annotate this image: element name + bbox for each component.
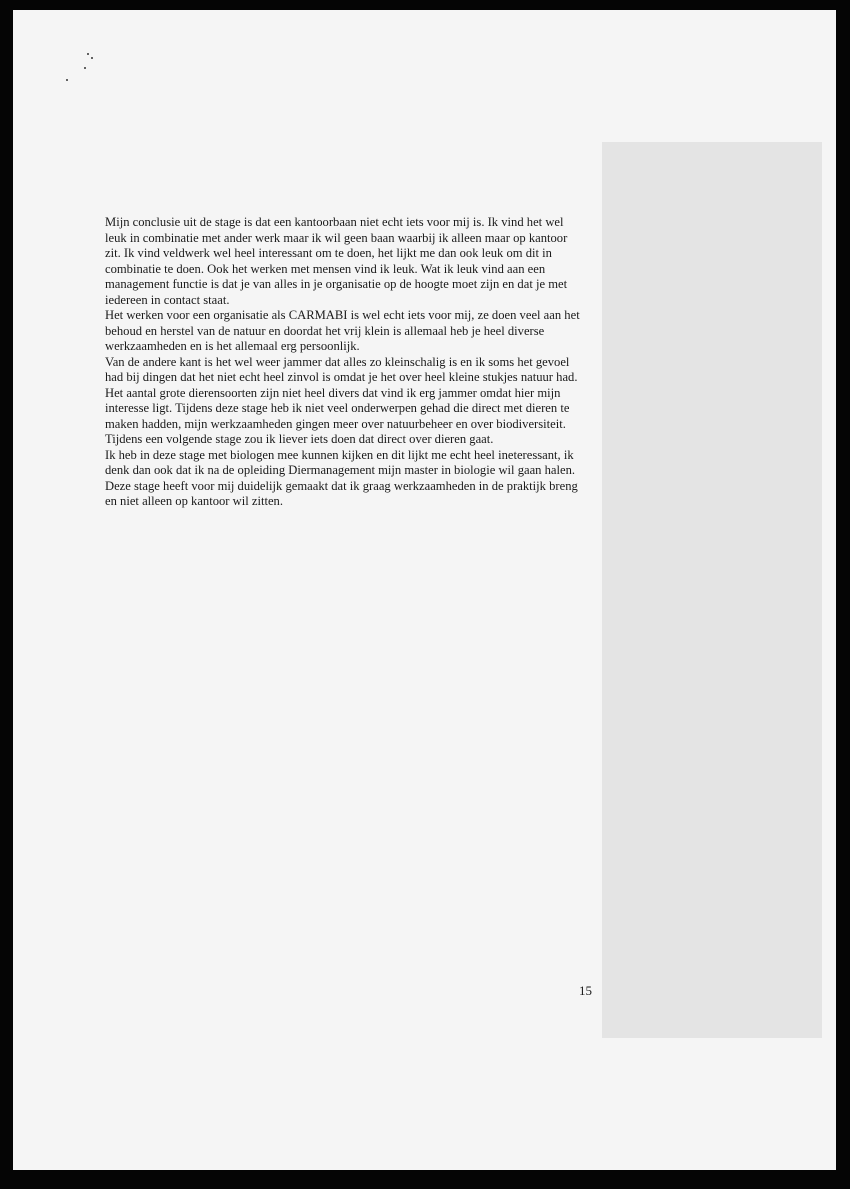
paragraph-future: Ik heb in deze stage met biologen mee kunnen kijken en dit lijkt me echt heel ineteressant, ik denk dan ook dat ik na de opleiding Diermanagement mijn master in biologie wil gaan halen. Deze stage heeft voor mij duidelijk gemaakt dat ik graag werkzaamheden in de praktijk breng en niet alleen op kantoor wil zitten.	[105, 447, 578, 508]
paragraph-conclusion: Mijn conclusie uit de stage is dat een kantoorbaan niet echt iets voor mij is. Ik vind het wel leuk in combinatie met ander werk maar ik wil geen baan waarbij ik alleen maar op kantoor zit. Ik vind veldwerk wel heel interessant om te doen, het lijkt me dan ook leuk om dit in combinatie te doen. Ook het werken met mensen vind ik leuk. Wat ik leuk vind aan een management functie is dat je van alles in je organisatie op de hoogte moet zijn en dat je met iedereen in contact staat.	[105, 215, 568, 307]
grey-side-panel	[602, 142, 822, 1038]
scan-speck	[66, 79, 68, 81]
page-number: 15	[579, 983, 592, 998]
paragraph-downsides: Van de andere kant is het wel weer jammer dat alles zo kleinschalig is en ik soms het gevoel had bij dingen dat het niet echt heel zinvol is omdat je het over heel kleine stukjes natuur had. Het aantal grote dierensoorten zijn niet heel divers dat vind ik erg jammer omdat hier mijn interesse ligt. Tijdens deze stage heb ik niet veel onderwerpen gehad die direct met dieren te maken hadden, mijn werkzaamheden gingen meer over natuurbeheer en over biodiversiteit. Tijdens een volgende stage zou ik liever iets doen dat direct over dieren gaat.	[105, 354, 578, 446]
scan-speck	[87, 53, 89, 55]
scan-speck	[91, 57, 93, 59]
document-page	[13, 10, 836, 1170]
paragraph-carmabi: Het werken voor een organisatie als CARMABI is wel echt iets voor mij, ze doen veel aan het behoud en herstel van de natuur en doordat het vrij klein is allemaal heb je heel diverse werkzaamheden en is het allemaal erg persoonlijk.	[105, 308, 580, 353]
body-text	[105, 215, 605, 510]
scan-speck	[84, 67, 86, 69]
